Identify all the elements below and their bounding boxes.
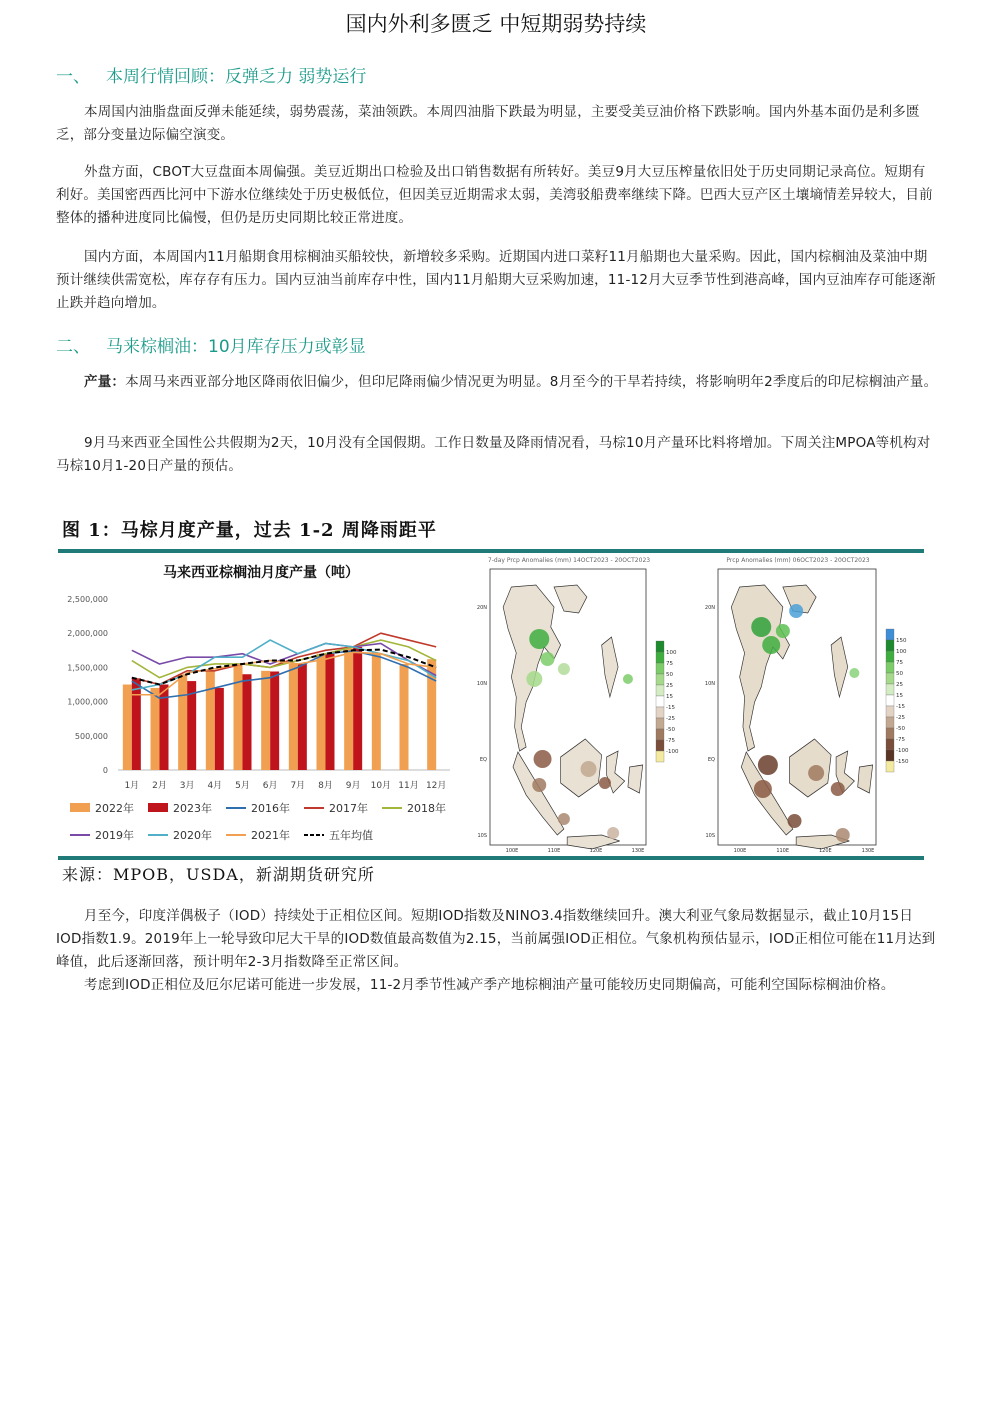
legend-color-box bbox=[886, 750, 894, 761]
production-chart bbox=[60, 553, 462, 855]
legend-color-box bbox=[656, 718, 664, 729]
line-series-2020年 bbox=[132, 640, 436, 690]
bar-2022年 bbox=[372, 654, 381, 770]
legend-color-box bbox=[886, 673, 894, 684]
legend-item bbox=[226, 801, 290, 815]
bar-2023年 bbox=[215, 688, 224, 770]
y-tick-label: 2,000,000 bbox=[67, 629, 108, 639]
legend-value: 100 bbox=[666, 650, 677, 656]
legend-color-box bbox=[886, 706, 894, 717]
legend-color-box bbox=[886, 728, 894, 739]
legend-label: 2020年 bbox=[173, 829, 212, 842]
map-lon-label: 120E bbox=[818, 848, 832, 854]
chart-title: 马来西亚棕榈油月度产量（吨） bbox=[163, 565, 359, 581]
legend-color-box bbox=[886, 662, 894, 673]
legend-label: 2017年 bbox=[329, 802, 368, 815]
map-lon-label: 130E bbox=[861, 848, 875, 854]
anomaly-patch bbox=[831, 782, 845, 796]
x-tick-label: 7月 bbox=[290, 781, 306, 791]
legend-value: -15 bbox=[896, 704, 905, 710]
rainfall-map-7day-svg bbox=[466, 553, 692, 855]
anomaly-patch bbox=[532, 778, 546, 792]
map-lon-label: 120E bbox=[589, 848, 603, 854]
section-title-2: 马来棕榈油：10月库存压力或彰显 bbox=[106, 337, 366, 357]
rainfall-map-14day bbox=[694, 553, 922, 855]
anomaly-patch bbox=[623, 674, 633, 684]
legend-item bbox=[304, 828, 373, 842]
legend-color-box bbox=[656, 740, 664, 751]
bar-2023年 bbox=[132, 678, 141, 770]
x-tick-label: 10月 bbox=[370, 781, 392, 791]
bar-2022年 bbox=[317, 654, 326, 770]
legend-item bbox=[70, 801, 134, 815]
bar-2022年 bbox=[289, 664, 298, 770]
legend-color-box bbox=[886, 684, 894, 695]
anomaly-patch bbox=[751, 617, 771, 637]
map-lon-label: 110E bbox=[547, 848, 561, 854]
legend-value: 75 bbox=[666, 661, 673, 667]
legend-item bbox=[148, 801, 212, 815]
y-tick-label: 0 bbox=[102, 766, 108, 775]
legend-value: 75 bbox=[896, 660, 903, 666]
legend-color-box bbox=[886, 640, 894, 651]
paragraph-4-label: 产量： bbox=[84, 374, 126, 390]
legend-item bbox=[382, 801, 446, 815]
x-tick-label: 8月 bbox=[318, 781, 333, 791]
legend-swatch bbox=[148, 803, 168, 812]
legend-label: 2018年 bbox=[407, 802, 446, 815]
legend-item bbox=[70, 828, 134, 842]
figure-bottom-rule bbox=[58, 856, 924, 860]
legend-item bbox=[226, 828, 290, 842]
bar-2023年 bbox=[298, 664, 307, 770]
anomaly-patch bbox=[789, 604, 803, 618]
bar-2023年 bbox=[243, 674, 252, 770]
legend-item bbox=[304, 801, 368, 815]
legend-value: -75 bbox=[666, 738, 675, 744]
map-lat-label: 10N bbox=[704, 681, 715, 687]
legend-color-box bbox=[656, 707, 664, 718]
x-tick-label: 6月 bbox=[262, 781, 278, 791]
section-title-1: 本周行情回顾：反弹乏力 弱势运行 bbox=[106, 67, 367, 87]
anomaly-patch bbox=[540, 652, 554, 666]
anomaly-patch bbox=[607, 827, 619, 839]
paragraph-6: 月至今，印度洋偶极子（IOD）持续处于正相位区间。短期IOD指数及NINO3.4指数继续回升。澳大利亚气象局数据显示，截止10月15日IOD指数1.9。2019年上一轮导致印尼大干旱的IOD数值最高数值为2.15，当前属强IOD正相位。气象机构预估显示，IOD正相位可能在11月达到峰值，此后逐渐回落，预计明年2-3月指数降至正常区间。 bbox=[56, 908, 936, 970]
bar-2022年 bbox=[234, 664, 243, 770]
bar-2022年 bbox=[400, 664, 409, 770]
legend-color-box bbox=[656, 641, 664, 652]
section-number-2: 二、 bbox=[56, 337, 90, 357]
paragraph-4 bbox=[56, 371, 938, 394]
legend-color-box bbox=[886, 629, 894, 640]
x-tick-label: 1月 bbox=[124, 781, 140, 791]
map-lat-label: 20N bbox=[476, 605, 487, 611]
map-lon-label: 110E bbox=[776, 848, 790, 854]
anomaly-patch bbox=[788, 814, 802, 828]
legend-color-box bbox=[656, 751, 664, 762]
legend-color-box bbox=[886, 695, 894, 706]
bar-2022年 bbox=[178, 674, 187, 770]
legend-value: -25 bbox=[896, 715, 905, 721]
map-lon-label: 100E bbox=[505, 848, 519, 854]
map-lat-label: EQ bbox=[707, 757, 715, 763]
map-lon-label: 100E bbox=[733, 848, 747, 854]
map-caption: 7-day Prcp Anomalies (mm) 14OCT2023 - 20OCT2023 bbox=[487, 557, 651, 564]
legend-value: -50 bbox=[896, 726, 905, 732]
paragraph-7: 考虑到IOD正相位及厄尔尼诺可能进一步发展，11-2月季节性减产季产地棕榈油产量可能较历史同期偏高，可能利空国际棕榈油价格。 bbox=[84, 977, 895, 993]
map-lat-label: 10N bbox=[476, 681, 487, 687]
y-tick-label: 2,500,000 bbox=[67, 595, 108, 604]
x-tick-label: 4月 bbox=[207, 781, 223, 791]
section-heading-2 bbox=[56, 332, 366, 357]
legend-value: 15 bbox=[666, 694, 673, 700]
map-caption: Prcp Anomalies (mm) 06OCT2023 - 20OCT2023 bbox=[726, 557, 870, 564]
legend-value: -50 bbox=[666, 727, 675, 733]
legend-value: 15 bbox=[896, 693, 903, 699]
legend-label: 2022年 bbox=[95, 802, 134, 815]
bar-2023年 bbox=[353, 647, 362, 770]
bar-2022年 bbox=[123, 685, 132, 771]
figure-source: 来源：MPOB，USDA，新湖期货研究所 bbox=[62, 865, 375, 884]
legend-color-box bbox=[656, 729, 664, 740]
x-tick-label: 2月 bbox=[152, 781, 167, 791]
anomaly-patch bbox=[558, 813, 570, 825]
legend-value: -75 bbox=[896, 737, 905, 743]
anomaly-patch bbox=[808, 765, 824, 781]
legend-label: 2016年 bbox=[251, 802, 290, 815]
legend-value: -15 bbox=[666, 705, 675, 711]
anomaly-patch bbox=[529, 629, 549, 649]
legend-value: -150 bbox=[896, 759, 909, 765]
legend-color-box bbox=[656, 652, 664, 663]
legend-label: 2019年 bbox=[95, 829, 134, 842]
bar-2022年 bbox=[261, 671, 270, 770]
legend-label: 2021年 bbox=[251, 829, 290, 842]
bar-2022年 bbox=[344, 648, 353, 770]
legend-color-box bbox=[886, 761, 894, 772]
legend-value: 150 bbox=[896, 638, 907, 644]
y-tick-label: 1,000,000 bbox=[67, 697, 108, 707]
bar-2023年 bbox=[270, 672, 279, 770]
legend-value: 25 bbox=[896, 682, 903, 688]
anomaly-patch bbox=[581, 761, 597, 777]
rainfall-map-14day-svg bbox=[694, 553, 922, 855]
production-chart-svg bbox=[60, 553, 462, 855]
anomaly-patch bbox=[836, 828, 850, 842]
legend-color-box bbox=[656, 674, 664, 685]
legend-color-box bbox=[886, 739, 894, 750]
map-lon-label: 130E bbox=[631, 848, 645, 854]
anomaly-patch bbox=[526, 671, 542, 687]
x-tick-label: 9月 bbox=[345, 781, 361, 791]
paragraph-5: 9月马来西亚全国性公共假期为2天，10月没有全国假期。工作日数量及降雨情况看，马棕10月产量环比料将增加。下周关注MPOA等机构对马棕10月1-20日产量的预估。 bbox=[56, 435, 931, 474]
legend-value: -100 bbox=[896, 748, 909, 754]
legend-value: -100 bbox=[666, 749, 679, 755]
legend-item bbox=[148, 828, 212, 842]
paragraph-3: 国内方面，本周国内11月船期食用棕榈油买船较快，新增较多采购。近期国内进口菜籽11月船期也大量采购。因此，国内棕榈油及菜油中期预计继续供需宽松，库存存有压力。国内豆油当前库存中性，国内11月船期大豆采购加速，11-12月大豆季节性到港高峰，国内豆油库存可能逐渐止跌并趋向增加。 bbox=[56, 249, 936, 311]
rainfall-map-7day bbox=[466, 553, 692, 855]
map-lat-label: EQ bbox=[479, 757, 487, 763]
x-tick-label: 5月 bbox=[235, 781, 250, 791]
page-title: 国内外利多匮乏 中短期弱势持续 bbox=[345, 12, 647, 36]
legend-color-box bbox=[656, 685, 664, 696]
line-series-average bbox=[132, 650, 436, 685]
anomaly-patch bbox=[599, 777, 611, 789]
anomaly-patch bbox=[558, 663, 570, 675]
bar-2023年 bbox=[326, 654, 335, 770]
anomaly-patch bbox=[849, 668, 859, 678]
figure-title: 图 1：马棕月度产量，过去 1-2 周降雨距平 bbox=[62, 520, 437, 541]
anomaly-patch bbox=[762, 636, 780, 654]
x-tick-label: 11月 bbox=[398, 781, 419, 791]
anomaly-patch bbox=[534, 750, 552, 768]
x-tick-label: 3月 bbox=[179, 781, 195, 791]
legend-value: 25 bbox=[666, 683, 673, 689]
legend-swatch bbox=[70, 803, 90, 812]
legend-color-box bbox=[656, 663, 664, 674]
bar-2022年 bbox=[151, 688, 160, 770]
paragraph-1: 本周国内油脂盘面反弹未能延续，弱势震荡，菜油领跌。本周四油脂下跌最为明显，主要受美豆油价格下跌影响。国内外基本面仍是利多匮乏，部分变量边际偏空演变。 bbox=[56, 104, 920, 143]
map-lat-label: 10S bbox=[477, 833, 487, 839]
legend-label: 五年均值 bbox=[329, 829, 373, 842]
legend-color-box bbox=[886, 651, 894, 662]
paragraph-4-text: 本周马来西亚部分地区降雨依旧偏少，但印尼降雨偏少情况更为明显。8月至今的干旱若持续，将影响明年2季度后的印尼棕榈油产量。 bbox=[125, 374, 938, 390]
legend-color-box bbox=[656, 696, 664, 707]
legend-value: -25 bbox=[666, 716, 675, 722]
anomaly-patch bbox=[776, 624, 790, 638]
section-number-1: 一、 bbox=[56, 67, 90, 87]
y-tick-label: 1,500,000 bbox=[67, 663, 108, 673]
map-lat-label: 20N bbox=[704, 605, 715, 611]
y-tick-label: 500,000 bbox=[74, 731, 108, 741]
paragraph-2: 外盘方面，CBOT大豆盘面本周偏强。美豆近期出口检验及出口销售数据有所转好。美豆9月大豆压榨量依旧处于历史同期记录高位。短期有利好。美国密西西比河中下游水位继续处于历史极低位，但因美豆近期需求太弱，美湾驳船费率继续下降。巴西大豆产区土壤墒情差异较大，目前整体的播种进度同比偏慢，但仍是历史同期比较正常进度。 bbox=[56, 164, 933, 226]
legend-label: 2023年 bbox=[173, 802, 212, 815]
anomaly-patch bbox=[758, 755, 778, 775]
legend-value: 50 bbox=[896, 671, 903, 677]
legend-value: 100 bbox=[896, 649, 907, 655]
anomaly-patch bbox=[754, 780, 772, 798]
bar-2022年 bbox=[206, 671, 215, 770]
section-heading-1 bbox=[56, 62, 366, 87]
legend-value: 50 bbox=[666, 672, 673, 678]
map-lat-label: 10S bbox=[705, 833, 715, 839]
legend-color-box bbox=[886, 717, 894, 728]
x-tick-label: 12月 bbox=[425, 781, 447, 791]
